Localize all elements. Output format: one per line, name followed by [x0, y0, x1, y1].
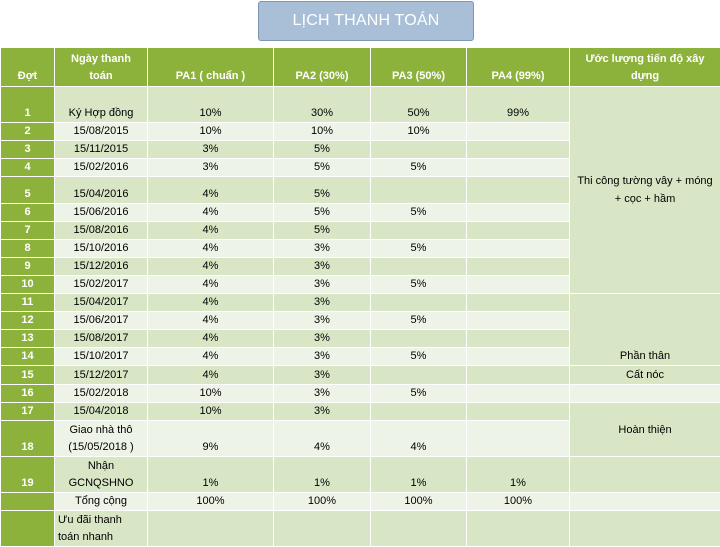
row-pa2: 5%	[274, 204, 371, 222]
row-dot: 10	[1, 276, 55, 294]
row-pa4	[467, 312, 570, 330]
row-date: Giao nhà thô (15/05/2018 )	[55, 421, 148, 457]
row-pa4	[467, 421, 570, 457]
estimate-topping: Cất nóc	[570, 366, 720, 385]
row-pa1: 10%	[148, 385, 274, 403]
row-dot	[1, 511, 55, 547]
row-date: 15/06/2016	[55, 204, 148, 222]
row-pa2: 5%	[274, 159, 371, 177]
row-date: 15/10/2016	[55, 240, 148, 258]
row-pa1: 4%	[148, 312, 274, 330]
row-pa1: 10%	[148, 87, 274, 123]
row-dot: 13	[1, 330, 55, 348]
row-dot: 12	[1, 312, 55, 330]
row-pa2: 3%	[274, 294, 371, 312]
row-pa3	[371, 141, 467, 159]
row-pa1: 3%	[148, 159, 274, 177]
row-dot: 5	[1, 177, 55, 204]
header-row	[1, 48, 720, 87]
row-pa3: 4%	[371, 421, 467, 457]
row-dot: 14	[1, 348, 55, 366]
row-pa3	[371, 177, 467, 204]
row-pa2: 3%	[274, 403, 371, 421]
row-pa4	[467, 366, 570, 385]
table-row	[1, 294, 720, 312]
table-row	[1, 366, 720, 385]
row-dot: 7	[1, 222, 55, 240]
row-date: 15/04/2018	[55, 403, 148, 421]
row-pa3: 5%	[371, 159, 467, 177]
row-dot: 3	[1, 141, 55, 159]
header-pa1: PA1 ( chuẩn )	[148, 48, 274, 87]
header-pa2: PA2 (30%)	[274, 48, 371, 87]
row-date: Ưu đãi thanh toán nhanh	[55, 511, 148, 547]
row-pa1: 4%	[148, 294, 274, 312]
row-dot: 8	[1, 240, 55, 258]
row-pa2: 10%	[274, 123, 371, 141]
row-pa4: 1%	[467, 457, 570, 493]
estimate-foundation: Thi công tường vây + móng + cọc + hầm	[570, 87, 720, 294]
row-pa3: 5%	[371, 312, 467, 330]
row-date: 15/12/2016	[55, 258, 148, 276]
row-pa1: 4%	[148, 348, 274, 366]
row-pa3	[371, 222, 467, 240]
row-pa2: 3%	[274, 312, 371, 330]
row-pa1: 9%	[148, 421, 274, 457]
row-pa2: 5%	[274, 177, 371, 204]
row-dot: 18	[1, 421, 55, 457]
row-pa4	[467, 276, 570, 294]
row-pa1	[148, 511, 274, 547]
row-pa2: 100%	[274, 493, 371, 511]
row-pa2: 30%	[274, 87, 371, 123]
row-pa3: 50%	[371, 87, 467, 123]
row-pa1: 4%	[148, 177, 274, 204]
row-pa1: 1%	[148, 457, 274, 493]
estimate-empty	[570, 385, 720, 403]
row-pa4: 100%	[467, 493, 570, 511]
row-pa3: 5%	[371, 240, 467, 258]
row-pa2: 3%	[274, 385, 371, 403]
total-row	[1, 493, 720, 511]
estimate-empty	[570, 493, 720, 511]
row-dot: 17	[1, 403, 55, 421]
row-pa4: 99%	[467, 87, 570, 123]
row-pa1: 4%	[148, 276, 274, 294]
row-date: Nhận GCNQSHNO	[55, 457, 148, 493]
row-date: 15/10/2017	[55, 348, 148, 366]
table-row	[1, 457, 720, 493]
row-pa4	[467, 123, 570, 141]
row-date: Tổng cộng	[55, 493, 148, 511]
row-pa3: 5%	[371, 385, 467, 403]
page-title: LỊCH THANH TOÁN	[258, 1, 474, 41]
row-pa4	[467, 330, 570, 348]
discount-row	[1, 511, 720, 547]
row-pa3: 5%	[371, 276, 467, 294]
row-pa1: 10%	[148, 123, 274, 141]
header-estimate: Ước lượng tiến độ xây dựng	[570, 48, 720, 87]
row-pa2: 3%	[274, 348, 371, 366]
table-row	[1, 403, 720, 421]
payment-schedule-table	[0, 47, 720, 547]
row-pa2: 1%	[274, 457, 371, 493]
table-row	[1, 87, 720, 123]
row-pa3	[371, 403, 467, 421]
estimate-finishing: Hoàn thiện	[570, 403, 720, 457]
row-pa4	[467, 141, 570, 159]
header-pa4: PA4 (99%)	[467, 48, 570, 87]
row-dot: 11	[1, 294, 55, 312]
row-pa2: 5%	[274, 222, 371, 240]
row-pa4	[467, 222, 570, 240]
header-date: Ngày thanh toán	[55, 48, 148, 87]
row-pa2	[274, 511, 371, 547]
row-pa1: 4%	[148, 240, 274, 258]
row-pa1: 10%	[148, 403, 274, 421]
estimate-body: Phần thân	[570, 294, 720, 366]
row-dot: 4	[1, 159, 55, 177]
row-pa1: 4%	[148, 330, 274, 348]
row-pa4	[467, 240, 570, 258]
row-pa1: 4%	[148, 366, 274, 385]
row-date: 15/02/2016	[55, 159, 148, 177]
row-dot: 6	[1, 204, 55, 222]
row-pa4	[467, 511, 570, 547]
row-pa3: 1%	[371, 457, 467, 493]
row-date: 15/02/2017	[55, 276, 148, 294]
row-pa3: 100%	[371, 493, 467, 511]
row-pa3	[371, 330, 467, 348]
row-date: Ký Hợp đồng	[55, 87, 148, 123]
row-date: 15/08/2015	[55, 123, 148, 141]
row-dot	[1, 493, 55, 511]
row-dot: 15	[1, 366, 55, 385]
row-pa3	[371, 511, 467, 547]
row-pa1: 100%	[148, 493, 274, 511]
row-pa4	[467, 403, 570, 421]
row-date: 15/12/2017	[55, 366, 148, 385]
row-pa1: 4%	[148, 222, 274, 240]
row-date: 15/02/2018	[55, 385, 148, 403]
row-pa2: 3%	[274, 240, 371, 258]
row-pa1: 3%	[148, 141, 274, 159]
row-date: 15/04/2016	[55, 177, 148, 204]
row-pa1: 4%	[148, 258, 274, 276]
row-pa4	[467, 159, 570, 177]
row-dot: 2	[1, 123, 55, 141]
row-pa1: 4%	[148, 204, 274, 222]
row-dot: 1	[1, 87, 55, 123]
header-dot: Đợt	[1, 48, 55, 87]
row-pa4	[467, 204, 570, 222]
header-pa3: PA3 (50%)	[371, 48, 467, 87]
row-pa3: 10%	[371, 123, 467, 141]
table-row	[1, 385, 720, 403]
row-pa4	[467, 385, 570, 403]
row-pa2: 3%	[274, 276, 371, 294]
row-date: 15/11/2015	[55, 141, 148, 159]
row-pa3: 5%	[371, 348, 467, 366]
row-pa2: 3%	[274, 366, 371, 385]
row-pa4	[467, 258, 570, 276]
row-pa2: 3%	[274, 258, 371, 276]
row-pa2: 5%	[274, 141, 371, 159]
row-date: 15/04/2017	[55, 294, 148, 312]
row-dot: 16	[1, 385, 55, 403]
row-pa4	[467, 294, 570, 312]
row-pa2: 3%	[274, 330, 371, 348]
row-pa2: 4%	[274, 421, 371, 457]
row-date: 15/08/2016	[55, 222, 148, 240]
row-pa4	[467, 348, 570, 366]
row-date: 15/06/2017	[55, 312, 148, 330]
row-dot: 19	[1, 457, 55, 493]
row-dot: 9	[1, 258, 55, 276]
estimate-empty	[570, 457, 720, 493]
row-pa4	[467, 177, 570, 204]
row-pa3: 5%	[371, 204, 467, 222]
row-pa3	[371, 366, 467, 385]
estimate-empty	[570, 511, 720, 547]
row-date: 15/08/2017	[55, 330, 148, 348]
row-pa3	[371, 294, 467, 312]
row-pa3	[371, 258, 467, 276]
